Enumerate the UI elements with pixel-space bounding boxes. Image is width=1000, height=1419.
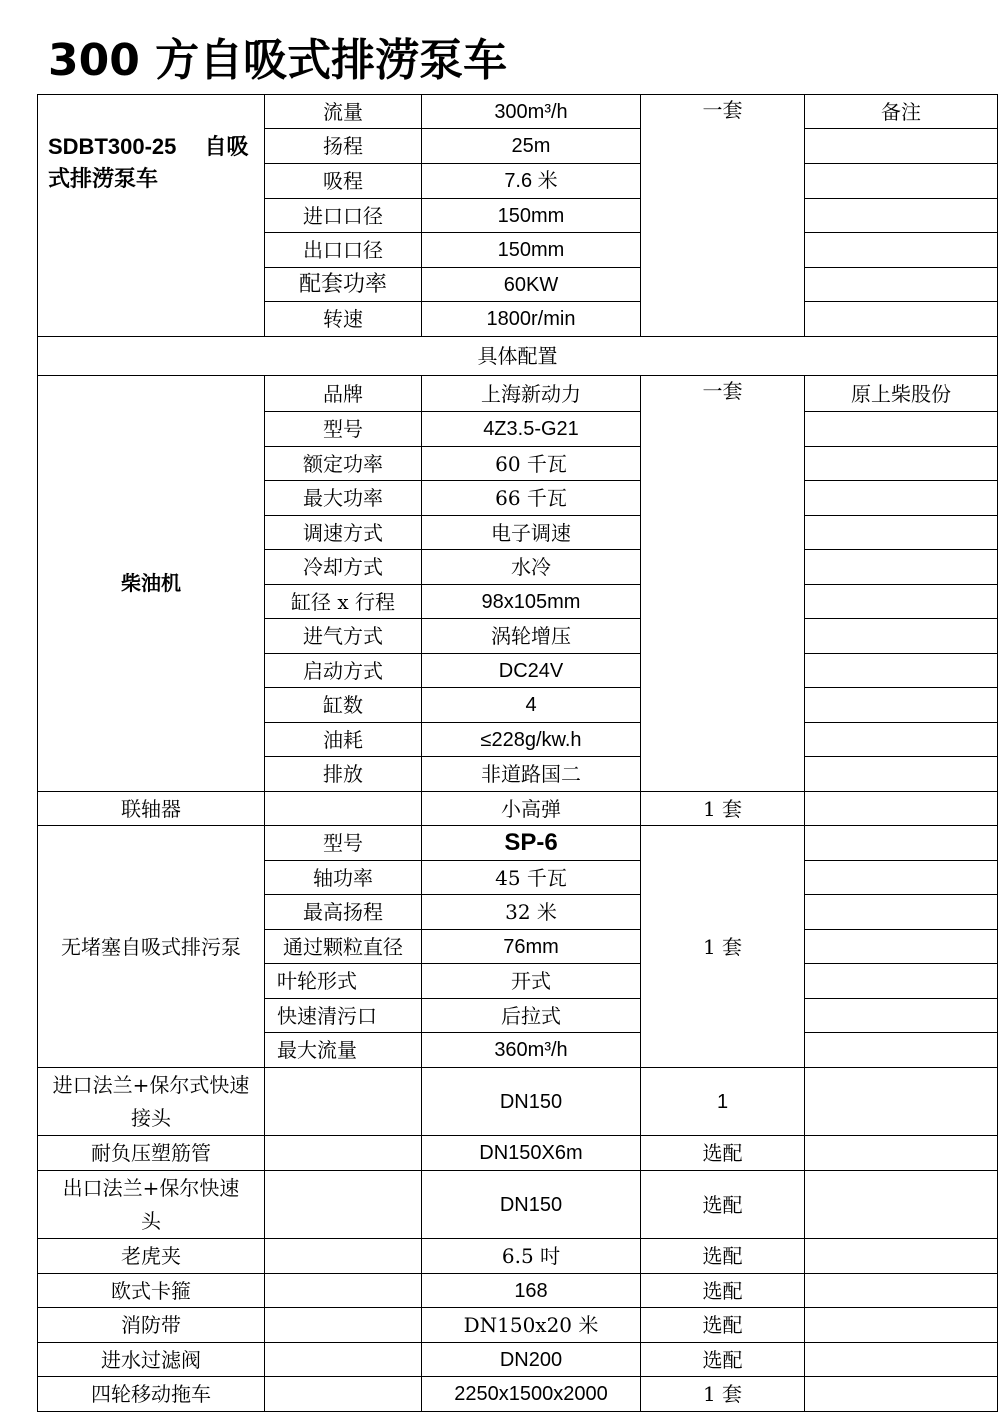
remark-cell [805,550,998,585]
param-value: 300m³/h [422,95,641,129]
engine-label: 冷却方式 [265,550,422,585]
pump-label: 通过颗粒直径 [265,930,422,964]
engine-value: 上海新动力 [422,376,641,412]
pump-qty: 1 套 [641,826,805,1068]
remark-cell [805,199,998,233]
accessory-value: DN150x20 米 [422,1308,641,1343]
empty-cell [265,1274,422,1308]
table-row [38,1068,998,1136]
remark-cell [805,1239,998,1274]
remark-cell [805,723,998,757]
table-row [38,1239,998,1274]
pump-value: 45 千瓦 [422,861,641,895]
pump-value: 360m³/h [422,1033,641,1068]
coupling-value: 小高弹 [422,792,641,826]
empty-cell [265,1308,422,1343]
remark-cell [805,1136,998,1171]
accessory-value: DN200 [422,1343,641,1377]
engine-value: 66 千瓦 [422,481,641,516]
table-row [38,792,998,826]
engine-label: 缸数 [265,688,422,723]
pump-value: 后拉式 [422,999,641,1033]
engine-label: 最大功率 [265,481,422,516]
empty-cell [265,1068,422,1136]
remark-cell [805,826,998,861]
accessory-name: 老虎夹 [38,1239,265,1274]
spec-table [37,94,998,1412]
accessory-name: 欧式卡箍 [38,1274,265,1308]
param-label: 配套功率 [265,268,422,302]
coupling-qty: 1 套 [641,792,805,826]
empty-cell [265,1136,422,1171]
engine-qty: 一套 [641,376,805,792]
qty-cell: 一套 [641,95,805,337]
param-label: 流量 [265,95,422,129]
engine-label: 品牌 [265,376,422,412]
remark-cell [805,688,998,723]
empty-cell [265,1171,422,1239]
pump-value: 76mm [422,930,641,964]
param-value: 7.6 米 [422,164,641,199]
pump-label: 快速清污口 [265,999,422,1033]
remark-cell [805,233,998,268]
table-row [38,1377,998,1412]
engine-value: 4 [422,688,641,723]
pump-value: 开式 [422,964,641,999]
param-value: 150mm [422,199,641,233]
empty-cell [265,1343,422,1377]
engine-label: 进气方式 [265,619,422,654]
param-value: 1800r/min [422,302,641,337]
empty-cell [265,1239,422,1274]
engine-label: 排放 [265,757,422,792]
table-row [38,1343,998,1377]
accessory-value: DN150 [422,1068,641,1136]
pump-label: 轴功率 [265,861,422,895]
engine-value: ≤228g/kw.h [422,723,641,757]
param-label: 出口口径 [265,233,422,268]
remark-cell [805,164,998,199]
engine-label: 油耗 [265,723,422,757]
param-label: 进口口径 [265,199,422,233]
pump-label: 叶轮形式 [265,964,422,999]
engine-label: 缸径 x 行程 [265,585,422,619]
engine-name: 柴油机 [38,376,265,792]
remark-cell [805,895,998,930]
remark-cell [805,268,998,302]
param-value: 60KW [422,268,641,302]
table-row [38,1136,998,1171]
accessory-qty: 选配 [641,1308,805,1343]
pump-name: 无堵塞自吸式排污泵 [38,826,265,1068]
param-value: 25m [422,129,641,164]
remark-cell [805,930,998,964]
accessory-name: 出口法兰+保尔快速头 [38,1171,265,1239]
table-row [38,95,998,129]
engine-label: 启动方式 [265,654,422,688]
model-name: SDBT300-25 自吸式排涝泵车 [38,95,265,337]
engine-value: 电子调速 [422,516,641,550]
remark-cell [805,1377,998,1412]
engine-remark: 原上柴股份 [805,376,998,412]
engine-value: 98x105mm [422,585,641,619]
remark-cell [805,412,998,447]
accessory-value: 168 [422,1274,641,1308]
coupling-name: 联轴器 [38,792,265,826]
accessory-name: 进水过滤阀 [38,1343,265,1377]
pump-value: SP-6 [422,826,641,861]
remark-cell [805,1274,998,1308]
accessory-name: 进口法兰+保尔式快速接头 [38,1068,265,1136]
engine-label: 额定功率 [265,447,422,481]
remark-cell [805,757,998,792]
accessory-name: 四轮移动拖车 [38,1377,265,1412]
config-heading: 具体配置 [38,337,998,376]
empty-cell [265,792,422,826]
page-title: 300 方自吸式排涝泵车 [48,35,508,86]
engine-label: 调速方式 [265,516,422,550]
remark-cell [805,792,998,826]
table-row [38,1274,998,1308]
table-row [38,1308,998,1343]
pump-value: 32 米 [422,895,641,930]
engine-label: 型号 [265,412,422,447]
pump-label: 最大流量 [265,1033,422,1068]
remark-cell [805,1171,998,1239]
pump-label: 最高扬程 [265,895,422,930]
empty-cell [265,1377,422,1412]
accessory-qty: 1 [641,1068,805,1136]
remark-cell [805,585,998,619]
remark-cell [805,1033,998,1068]
remark-cell [805,964,998,999]
table-row [38,1171,998,1239]
table-row [38,376,998,412]
param-label: 吸程 [265,164,422,199]
param-value: 150mm [422,233,641,268]
engine-value: 60 千瓦 [422,447,641,481]
remark-cell [805,481,998,516]
pump-label: 型号 [265,826,422,861]
engine-value: 非道路国二 [422,757,641,792]
accessory-qty: 1 套 [641,1377,805,1412]
engine-value: 水冷 [422,550,641,585]
accessory-value: 2250x1500x2000 [422,1377,641,1412]
remark-cell [805,516,998,550]
accessory-value: DN150 [422,1171,641,1239]
table-row [38,826,998,861]
accessory-qty: 选配 [641,1343,805,1377]
accessory-qty: 选配 [641,1171,805,1239]
remark-cell [805,1068,998,1136]
engine-value: DC24V [422,654,641,688]
engine-value: 涡轮增压 [422,619,641,654]
remark-cell [805,861,998,895]
remark-cell [805,1308,998,1343]
engine-value: 4Z3.5-G21 [422,412,641,447]
remark-header: 备注 [805,95,998,129]
remark-cell [805,1343,998,1377]
param-label: 转速 [265,302,422,337]
remark-cell [805,447,998,481]
remark-cell [805,302,998,337]
remark-cell [805,129,998,164]
accessory-qty: 选配 [641,1274,805,1308]
remark-cell [805,619,998,654]
accessory-qty: 选配 [641,1136,805,1171]
accessory-name: 耐负压塑筋管 [38,1136,265,1171]
param-label: 扬程 [265,129,422,164]
accessory-value: 6.5 吋 [422,1239,641,1274]
accessory-value: DN150X6m [422,1136,641,1171]
accessory-qty: 选配 [641,1239,805,1274]
accessory-name: 消防带 [38,1308,265,1343]
remark-cell [805,999,998,1033]
table-row [38,337,998,376]
remark-cell [805,654,998,688]
